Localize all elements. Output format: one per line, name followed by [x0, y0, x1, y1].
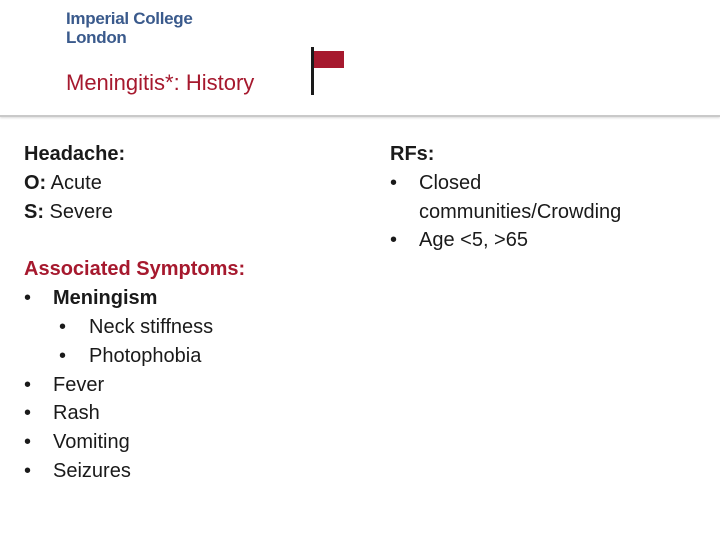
bullet-icon: • [24, 459, 32, 482]
headache-label: Headache: [24, 143, 126, 165]
severity-key: S: [24, 200, 44, 223]
associated-symptoms-label: Associated Symptoms: [24, 258, 246, 281]
imperial-college-logo [66, 9, 193, 47]
bullet-icon: • [24, 373, 32, 396]
onset-key: O: [24, 171, 47, 194]
list-item [390, 169, 710, 198]
bullet-icon: • [59, 315, 67, 338]
list-item [390, 226, 710, 255]
bullet-icon: • [24, 431, 32, 454]
list-item-text: Closed [419, 171, 482, 194]
rfs-label: RFs: [390, 143, 435, 165]
list-item-text: Neck stiffness [89, 315, 214, 338]
left-column [24, 140, 364, 486]
list-item [24, 284, 364, 313]
slide-header [0, 0, 720, 117]
onset-line [24, 169, 364, 198]
right-column [390, 140, 710, 255]
list-item-text: Vomiting [53, 431, 130, 454]
list-item [24, 313, 364, 342]
list-item [24, 457, 364, 486]
list-item [24, 399, 364, 428]
onset-value: Acute [46, 171, 102, 194]
list-item-text: Rash [53, 402, 100, 425]
severity-line [24, 198, 364, 227]
bullet-icon: • [24, 402, 32, 425]
list-item [24, 342, 364, 371]
list-item [24, 371, 364, 400]
list-item-text: Age <5, >65 [419, 229, 528, 252]
bullet-icon: • [390, 229, 398, 252]
severity-value: Severe [44, 200, 113, 223]
logo-line-2: London [66, 28, 127, 47]
list-item-continuation: communities/Crowding [419, 200, 622, 223]
bullet-icon: • [24, 287, 32, 310]
slide-title: Meningitis*: History [66, 70, 255, 95]
list-item-text: Photophobia [89, 344, 202, 367]
meningism-label: Meningism [53, 287, 158, 310]
list-item-text: Seizures [53, 459, 131, 482]
bullet-icon: • [390, 171, 398, 194]
bullet-icon: • [59, 344, 67, 367]
flag-icon [309, 47, 349, 95]
list-item [24, 428, 364, 457]
logo-line-1: Imperial College [66, 9, 193, 28]
list-item-text: Fever [53, 373, 105, 396]
